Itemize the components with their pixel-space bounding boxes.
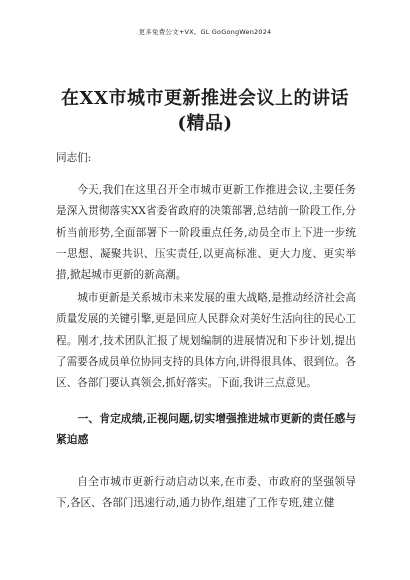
salutation: 同志们:	[56, 152, 92, 164]
title-line-2: (精品)	[177, 113, 233, 134]
document-title	[40, 86, 370, 136]
section-paragraph: 自全市城市更新行动启动以来,在市委、市政府的坚强领导下,各区、各部门迅速行动,通力协作,组建了工作专班,建立健	[56, 476, 356, 510]
paragraph-1: 今天,我们在这里召开全市城市更新工作推进会议,主要任务是深入贯彻落实XX省委省政府的决策部署,总结前一阶段工作,分析当前形势,全面部署下一阶段重点任务,动员全市上下进一步统一思想、凝聚共识、压实责任,以更高标准、更大力度、更实举措,掀起城市更新的新高潮。	[56, 184, 356, 282]
title-line-1: 在XX市城市更新推进会议上的讲话	[61, 88, 349, 109]
section-heading: 一、肯定成绩,正视问题,切实增强推进城市更新的责任感与紧迫感	[56, 412, 356, 447]
header-note: 更多免费公文+VX。GL GoGongWen2024	[138, 28, 272, 36]
paragraph-2: 城市更新是关系城市未来发展的重大战略,是推动经济社会高质量发展的关键引擎,更是回应人民群众对美好生活向往的民心工程。刚才,技术团队汇报了规划编制的进展情况和下步计划,提出了需要各成员单位协同支持的具体方向,讲得很具体、很到位。各区、各部门要认真领会,抓好落实。下面,我讲三点意见。	[56, 292, 356, 390]
